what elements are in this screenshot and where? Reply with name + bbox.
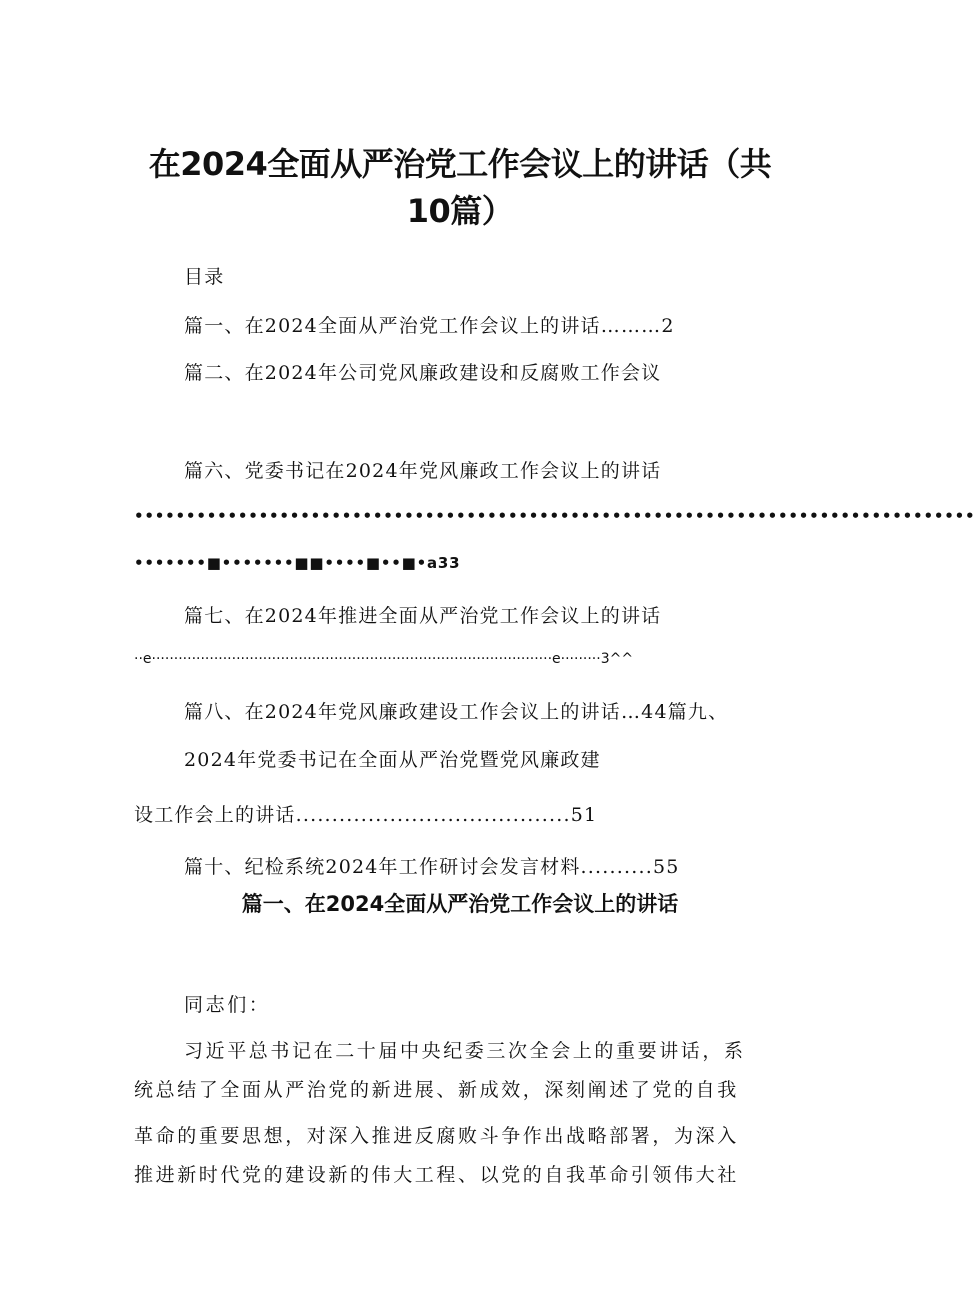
- toc-item-1: 篇一、在2024全面从严治党工作会议上的讲话………2: [184, 315, 675, 337]
- toc-item-7: 篇七、在2024年推进全面从严治党工作会议上的讲话: [184, 605, 662, 627]
- toc-item-10: 篇十、纪检系统2024年工作研讨会发言材料..........55: [184, 856, 680, 878]
- toc-item-8-9: 篇八、在2024年党风廉政建设工作会议上的讲话…44篇九、: [184, 701, 729, 723]
- salutation: 同志们：: [184, 994, 271, 1016]
- document-title-line-2: 10篇）: [406, 192, 514, 230]
- paragraph-line: 革命的重要思想，对深入推进反腐败斗争作出战略部署，为深入: [134, 1125, 739, 1147]
- toc-heading: 目录: [184, 266, 225, 288]
- document-title-line-1: 在2024全面从严治党工作会议上的讲话（共: [148, 145, 772, 183]
- toc-item-6: 篇六、党委书记在2024年党风廉政工作会议上的讲话: [184, 460, 662, 482]
- toc-leader-dots-7: ··e··························································································e·········3^^: [134, 651, 634, 667]
- toc-leader-dots: •••••••••••••••••••••••••••••••••••••••••••••••••••••••••••••••••••••••••••••••••: [134, 507, 975, 525]
- paragraph-line: 统总结了全面从严治党的新进展、新成效，深刻阐述了党的自我: [134, 1079, 739, 1101]
- toc-leader-page: •••••••■•••••••■■••••■••■•a33: [134, 554, 461, 572]
- paragraph-line: 习近平总书记在二十届中央纪委三次全会上的重要讲话，系: [184, 1040, 746, 1062]
- toc-item-2: 篇二、在2024年公司党风廉政建设和反腐败工作会议: [184, 362, 662, 384]
- toc-item-9-cont: 2024年党委书记在全面从严治党暨党风廉政建: [184, 749, 601, 771]
- paragraph-line: 推进新时代党的建设新的伟大工程、以党的自我革命引领伟大社: [134, 1164, 739, 1186]
- toc-item-9-end: 设工作会上的讲话......................................51: [134, 804, 598, 826]
- section-title: 篇一、在2024全面从严治党工作会议上的讲话: [241, 892, 679, 916]
